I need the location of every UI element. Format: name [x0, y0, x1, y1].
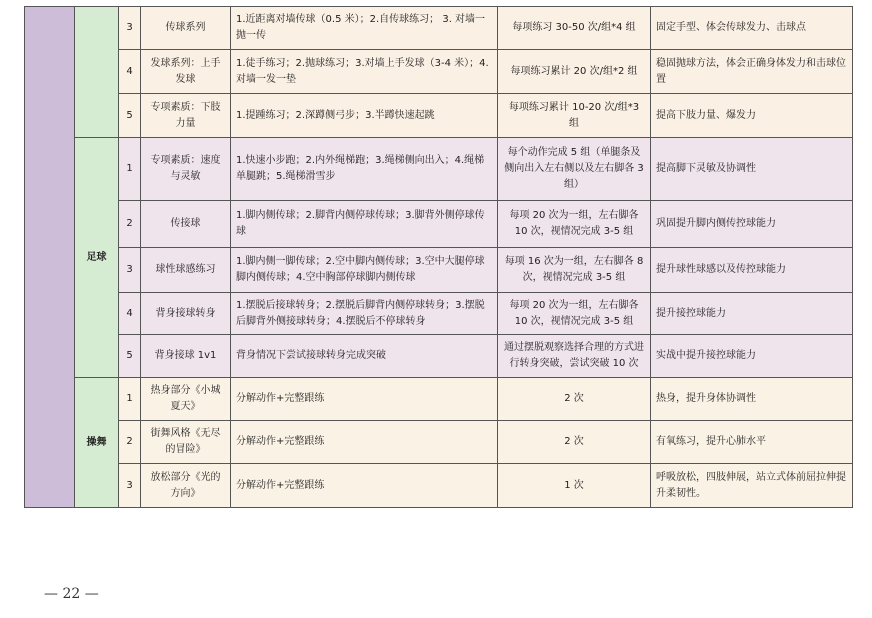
group-cell-volleyball: [75, 7, 119, 138]
item-name: 发球系列：上手发球: [141, 50, 231, 94]
training-table-container: [24, 6, 852, 508]
item-goal: 有氧练习，提升心肺水平: [651, 421, 853, 464]
table-row: [25, 421, 853, 464]
row-number: 5: [119, 94, 141, 138]
item-frequency: 2 次: [498, 421, 651, 464]
item-content: 1.脚内侧传球；2.脚背内侧停球传球；3.脚背外侧停球传球: [231, 201, 498, 248]
item-content: 1.提踵练习；2.深蹲侧弓步；3.半蹲快速起跳: [231, 94, 498, 138]
item-frequency: 每个动作完成 5 组（单腿条及侧向出入左右侧以及左右脚各 3 组）: [498, 138, 651, 201]
item-frequency: 每项 20 次为一组，左右脚各 10 次，视情况完成 3-5 组: [498, 293, 651, 335]
table-row: [25, 248, 853, 293]
row-number: 3: [119, 7, 141, 50]
item-goal: 稳固抛球方法，体会正确身体发力和击球位置: [651, 50, 853, 94]
table-row: [25, 94, 853, 138]
item-goal: 提升接控球能力: [651, 293, 853, 335]
row-number: 2: [119, 201, 141, 248]
table-row: [25, 378, 853, 421]
item-content: 背身情况下尝试接球转身完成突破: [231, 335, 498, 378]
item-content: 1.摆脱后接球转身；2.摆脱后脚背内侧停球转身；3.摆脱后脚背外侧接球转身；4.摆脱后不停球转身: [231, 293, 498, 335]
item-goal: 呼吸放松，四肢伸展，站立式体前屈拉伸提升柔韧性。: [651, 464, 853, 508]
item-frequency: 1 次: [498, 464, 651, 508]
row-number: 4: [119, 50, 141, 94]
item-name: 背身接球转身: [141, 293, 231, 335]
row-number: 2: [119, 421, 141, 464]
item-name: 街舞风格《无尽的冒险》: [141, 421, 231, 464]
table-row: [25, 201, 853, 248]
row-number: 3: [119, 248, 141, 293]
training-table: [24, 6, 853, 508]
row-number: 5: [119, 335, 141, 378]
item-content: 1.徒手练习；2.抛球练习；3.对墙上手发球（3-4 米）；4.对墙一发一垫: [231, 50, 498, 94]
item-goal: 提高脚下灵敏及协调性: [651, 138, 853, 201]
item-content: 1.脚内侧一脚传球；2.空中脚内侧传球；3.空中大腿停球脚内侧传球；4.空中胸部停球脚内侧传球: [231, 248, 498, 293]
group-cell-dance: 操舞: [75, 378, 119, 508]
page-number: — 22 —: [44, 586, 99, 602]
row-number: 3: [119, 464, 141, 508]
item-frequency: 每项练习累计 20 次/组*2 组: [498, 50, 651, 94]
item-frequency: 每项练习累计 10-20 次/组*3 组: [498, 94, 651, 138]
row-number: 4: [119, 293, 141, 335]
item-name: 专项素质：下肢力量: [141, 94, 231, 138]
item-frequency: 2 次: [498, 378, 651, 421]
item-frequency: 每项 16 次为一组，左右脚各 8 次，视情况完成 3-5 组: [498, 248, 651, 293]
item-name: 热身部分《小城夏天》: [141, 378, 231, 421]
table-row: [25, 464, 853, 508]
item-content: 1.近距离对墙传球（0.5 米）；2.自传球练习； 3. 对墙一抛一传: [231, 7, 498, 50]
item-goal: 热身，提升身体协调性: [651, 378, 853, 421]
item-name: 球性球感练习: [141, 248, 231, 293]
item-content: 分解动作+完整跟练: [231, 464, 498, 508]
table-row: [25, 138, 853, 201]
item-name: 传接球: [141, 201, 231, 248]
item-name: 背身接球 1v1: [141, 335, 231, 378]
item-frequency: 每项 20 次为一组，左右脚各 10 次，视情况完成 3-5 组: [498, 201, 651, 248]
item-goal: 提升球性球感以及传控球能力: [651, 248, 853, 293]
category-cell: [25, 7, 75, 508]
item-goal: 巩固提升脚内侧传控球能力: [651, 201, 853, 248]
row-number: 1: [119, 378, 141, 421]
item-content: 分解动作+完整跟练: [231, 378, 498, 421]
item-frequency: 每项练习 30-50 次/组*4 组: [498, 7, 651, 50]
item-name: 放松部分《光的方向》: [141, 464, 231, 508]
table-row: [25, 293, 853, 335]
table-row: [25, 50, 853, 94]
item-goal: 固定手型、体会传球发力、击球点: [651, 7, 853, 50]
table-row: [25, 335, 853, 378]
item-frequency: 通过摆脱观察选择合理的方式进行转身突破，尝试突破 10 次: [498, 335, 651, 378]
item-goal: 实战中提升接控球能力: [651, 335, 853, 378]
item-name: 专项素质：速度与灵敏: [141, 138, 231, 201]
group-cell-football: 足球: [75, 138, 119, 378]
item-goal: 提高下肢力量、爆发力: [651, 94, 853, 138]
row-number: 1: [119, 138, 141, 201]
item-name: 传球系列: [141, 7, 231, 50]
table-row: [25, 7, 853, 50]
item-content: 分解动作+完整跟练: [231, 421, 498, 464]
item-content: 1.快速小步跑；2.内外绳梯跑；3.绳梯侧向出入；4.绳梯单腿跳；5.绳梯滑雪步: [231, 138, 498, 201]
